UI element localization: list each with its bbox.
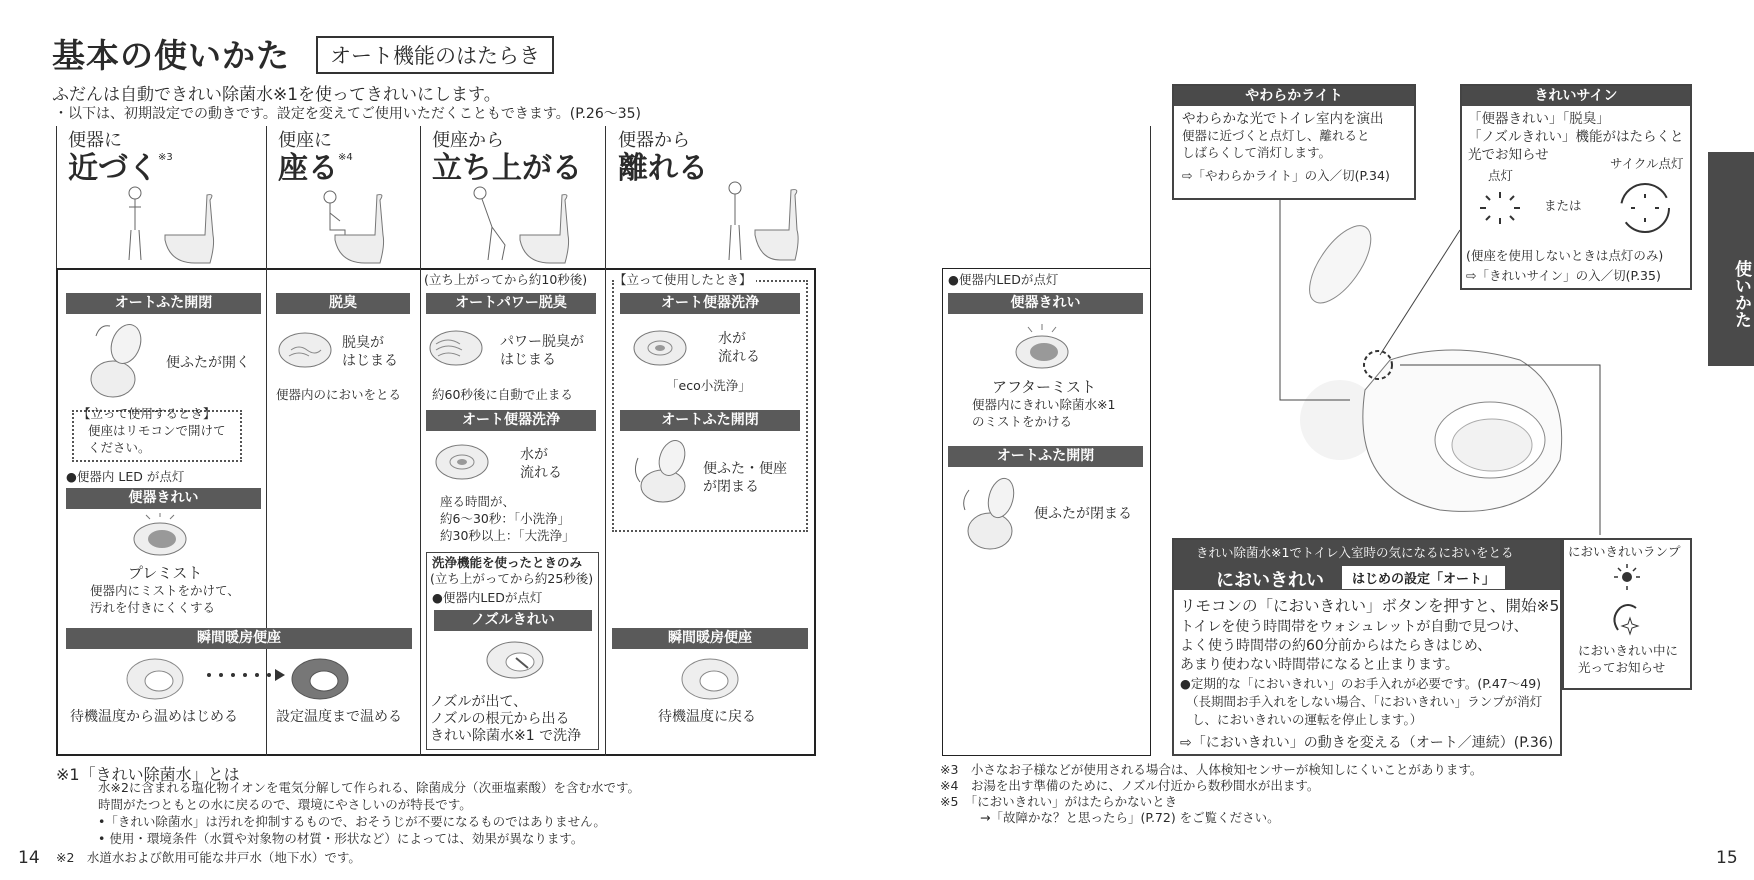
soft-light-link[interactable]: ⇨「やわらかライト」の入／切(P.34)	[1182, 167, 1390, 183]
text-large-flush: 約30秒以上：「大洗浄」	[440, 528, 575, 543]
mist-icon	[130, 513, 190, 558]
bar-bowl-clean-after: 便器きれい	[948, 293, 1143, 314]
odor-maintenance: ●定期的な「においきれい」のお手入れが必要です。(P.47～49)	[1180, 676, 1542, 691]
clean-sign-text: 「便器きれい」「脱臭」	[1468, 111, 1610, 127]
odor-initial-setting-badge: はじめの設定「オート」	[1342, 566, 1505, 589]
clean-sign-text: 光でお知らせ	[1468, 147, 1549, 164]
lid-close-icon	[628, 438, 698, 508]
after-mist-text: 便器内にきれい除菌水※1	[972, 397, 1116, 412]
intro-text: ふだんは自動できれい除菌水※1を使ってきれいにします。	[52, 85, 501, 105]
after-mist-title: アフターミスト	[992, 378, 1096, 396]
after-mist-text: のミストをかける	[972, 414, 1073, 429]
bar-nozzle-clean: ノズルきれい	[434, 610, 592, 631]
standing-note-text: 便座はリモコンで開けて	[88, 423, 226, 438]
stand-timing-note: (立ち上がってから約10秒後)	[424, 272, 588, 287]
footnote-4: ※4 お湯を出す準備のために、ノズル付近から数秒間水が出ます。	[940, 778, 1320, 793]
bar-deodorize: 脱臭	[276, 293, 410, 314]
nozzle-text: ノズルが出て、	[430, 694, 528, 710]
footnote-1-text: 時間がたつともとの水に戻るので、環境にやさしいのが特長です。	[98, 797, 472, 812]
person-approach-icon	[115, 185, 225, 265]
bar-instant-heat-seat: 瞬間暖房便座	[612, 628, 808, 649]
clean-sign-note: (便座を使用しないときは点灯のみ)	[1466, 248, 1664, 263]
text-small-flush: 約6～30秒：「小洗浄」	[440, 511, 571, 526]
stage-approach: 便器に 近づく$^{※3}$	[68, 130, 173, 186]
intro-note: ・以下は、初期設定での動きです。設定を変えてご使用いただくこともできます。(P.26～35)	[54, 106, 642, 122]
nozzle-led: ●便器内LEDが点灯	[432, 590, 543, 605]
bar-auto-lid: オートふた開閉	[66, 293, 261, 314]
text-water-flows: 流れる	[520, 465, 562, 481]
footnote-2: ※2 水道水および飲用可能な井戸水（地下水）です。	[56, 850, 361, 865]
divider	[56, 126, 57, 268]
stage-stand: 便座から 立ち上がる	[432, 130, 582, 186]
seat-warming-illustration	[125, 653, 355, 705]
bar-auto-power-deodorize: オートパワー脱臭	[426, 293, 596, 314]
odor-text: トイレを使う時間帯をウォシュレットが自動で見つけ、	[1180, 619, 1528, 635]
seat-cool-icon	[675, 653, 745, 705]
odor-text: よく使う時間帯の約60分前からはたらきはじめ、	[1180, 638, 1492, 654]
bar-auto-lid-close: オートふた開閉	[620, 410, 800, 431]
odor-maintenance-note: （長期間お手入れをしない場合、「においきれい」ランプが消灯	[1186, 694, 1543, 709]
standing-note-text: ください。	[88, 440, 151, 455]
section-label: オート機能のはたらき	[316, 36, 554, 74]
nozzle-icon	[480, 634, 550, 682]
deodorize-icon	[275, 328, 335, 373]
nozzle-text: きれい除菌水※1 で洗浄	[430, 728, 582, 744]
person-leaving-icon	[725, 180, 805, 265]
lid-open-icon	[78, 324, 148, 404]
soft-light-text: やわらかな光でトイレ室内を演出	[1182, 111, 1384, 127]
cycle-label: サイクル点灯	[1610, 156, 1684, 171]
divider	[1150, 126, 1151, 268]
after-mist-icon	[1012, 322, 1072, 372]
soft-light-text: しばらくして消灯します。	[1182, 145, 1332, 161]
footnote-5-link: →「故障かな？と思ったら」(P.72) をご覧ください。	[980, 810, 1280, 825]
footnote-1-text: 水※2に含まれる塩化物イオンを電気分解して作られる、除菌成分（次亜塩素酸）を含む水です。	[98, 780, 641, 795]
odor-lamp-text: においきれい中に	[1578, 643, 1679, 658]
stage-sit: 便座に 座る$^{※4}$	[278, 130, 353, 186]
eco-flush: 「eco小洗浄」	[666, 378, 751, 393]
text-lid-seat-close: 便ふた・便座	[703, 461, 787, 477]
divider	[605, 126, 606, 268]
soft-light-head: やわらかライト	[1174, 86, 1414, 106]
soft-light-text: 便器に近づくと点灯し、離れると	[1182, 128, 1370, 144]
bar-auto-flush-standing: オート便器洗浄	[620, 293, 800, 314]
bar-auto-flush: オート便器洗浄	[426, 410, 596, 431]
footnote-3: ※3 小さなお子様などが使用される場合は、人体検知センサーが検知しにくいことがあります。	[940, 762, 1483, 777]
lit-sign-icon	[1470, 186, 1530, 230]
nozzle-text: ノズルの根元から出る	[430, 711, 570, 727]
right-led-note: ●便器内LEDが点灯	[948, 272, 1059, 287]
odor-top-text: きれい除菌水※1でトイレ入室時の気になるにおいをとる	[1196, 545, 1514, 560]
divider	[605, 268, 606, 756]
text-auto-stop: 約60秒後に自動で止まる	[432, 387, 573, 402]
lid-close-icon	[955, 476, 1025, 556]
bar-bowl-clean: 便器きれい	[66, 488, 261, 509]
premist-text: 便器内にミストをかけて、	[90, 583, 240, 598]
footnote-1-text: • 使用・環境条件（水質や対象物の材質・形状など）によっては、効果が異なります。	[98, 831, 584, 846]
bar-auto-lid-after: オートふた開閉	[948, 446, 1143, 467]
clean-sign-link[interactable]: ⇨「きれいサイン」の入／切(P.35)	[1466, 268, 1661, 283]
page-number-right: 15	[1716, 848, 1738, 868]
flush-icon	[432, 440, 492, 485]
text-warm-start: 待機温度から温めはじめる	[70, 709, 238, 725]
bar-instant-heat-seat: 瞬間暖房便座	[66, 628, 412, 649]
nozzle-box-sub: (立ち上がってから約25秒後)	[430, 571, 594, 586]
text-deodorize-start: 脱臭が	[342, 335, 384, 351]
text-deodorize-start: はじまる	[342, 353, 398, 369]
page-title: 基本の使いかた	[52, 36, 290, 75]
odor-title: においきれい	[1216, 570, 1324, 591]
clean-sign-head: きれいサイン	[1462, 86, 1690, 106]
or-label: または	[1544, 198, 1582, 213]
text-power-deodorize: パワー脱臭が	[500, 334, 584, 350]
text-remove-odor: 便器内のにおいをとる	[276, 387, 402, 402]
odor-maintenance-note: し、においきれいの運転を停止します。）	[1192, 712, 1423, 727]
stage-leave: 便器から 離れる	[618, 130, 708, 186]
text-sit-time: 座る時間が、	[440, 494, 516, 509]
divider	[266, 126, 267, 268]
text-warm-set: 設定温度まで温める	[276, 709, 402, 725]
text-lid-closes: 便ふたが閉まる	[1034, 506, 1132, 522]
text-water-flows: 流れる	[718, 349, 760, 365]
side-tab-usage: 使いかた	[1708, 152, 1754, 366]
premist-text: 汚れを付きにくくする	[90, 600, 216, 615]
divider	[420, 126, 421, 268]
text-water-flows: 水が	[718, 331, 746, 347]
power-deodorize-icon	[426, 326, 486, 371]
odor-lamp-text: 光ってお知らせ	[1578, 660, 1666, 675]
page-number-left: 14	[18, 848, 40, 868]
led-note: ●便器内 LED が点灯	[66, 469, 185, 484]
soft-light-box	[1172, 84, 1416, 200]
clean-sign-text: 「ノズルきれい」機能がはたらくと	[1468, 129, 1684, 146]
odor-main: リモコンの「においきれい」ボタンを押すと、開始※5	[1180, 597, 1560, 615]
sun-lamp-icon	[1610, 562, 1644, 592]
standing-note-title: 【立って使用するとき】	[78, 406, 216, 421]
cycle-sign-icon	[1610, 180, 1680, 236]
divider	[420, 268, 421, 756]
person-standing-up-icon	[470, 185, 580, 265]
flush-icon	[630, 326, 690, 371]
odor-sparkle-icon	[1608, 600, 1648, 636]
text-water-flows: 水が	[520, 447, 548, 463]
text-power-deodorize: はじまる	[500, 352, 556, 368]
premist-title: プレミスト	[128, 564, 203, 582]
footnote-1-title: ※1「きれい除菌水」とは	[56, 765, 240, 784]
nozzle-box-title: 洗浄機能を使ったときのみ	[432, 555, 583, 570]
text-lid-seat-close: が閉まる	[703, 479, 759, 495]
standing-use-title: 【立って使用したとき】	[614, 272, 756, 289]
odor-link[interactable]: ⇨「においきれい」の動きを変える（オート／連続）(P.36)	[1180, 735, 1554, 751]
odor-text: あまり使わない時間帯になると止まります。	[1180, 657, 1459, 673]
footnote-1-text: •「きれい除菌水」は汚れを抑制するもので、おそうじが不要になるものではありません。	[98, 814, 606, 829]
text-warm-return: 待機温度に戻る	[658, 709, 756, 725]
lit-label: 点灯	[1488, 168, 1514, 183]
text-lid-opens: 便ふたが開く	[166, 355, 250, 371]
odor-lamp-title: においきれいランプ	[1568, 544, 1681, 559]
footnote-5: ※5 「においきれい」がはたらかないとき	[940, 794, 1178, 809]
person-sitting-icon	[300, 185, 410, 265]
